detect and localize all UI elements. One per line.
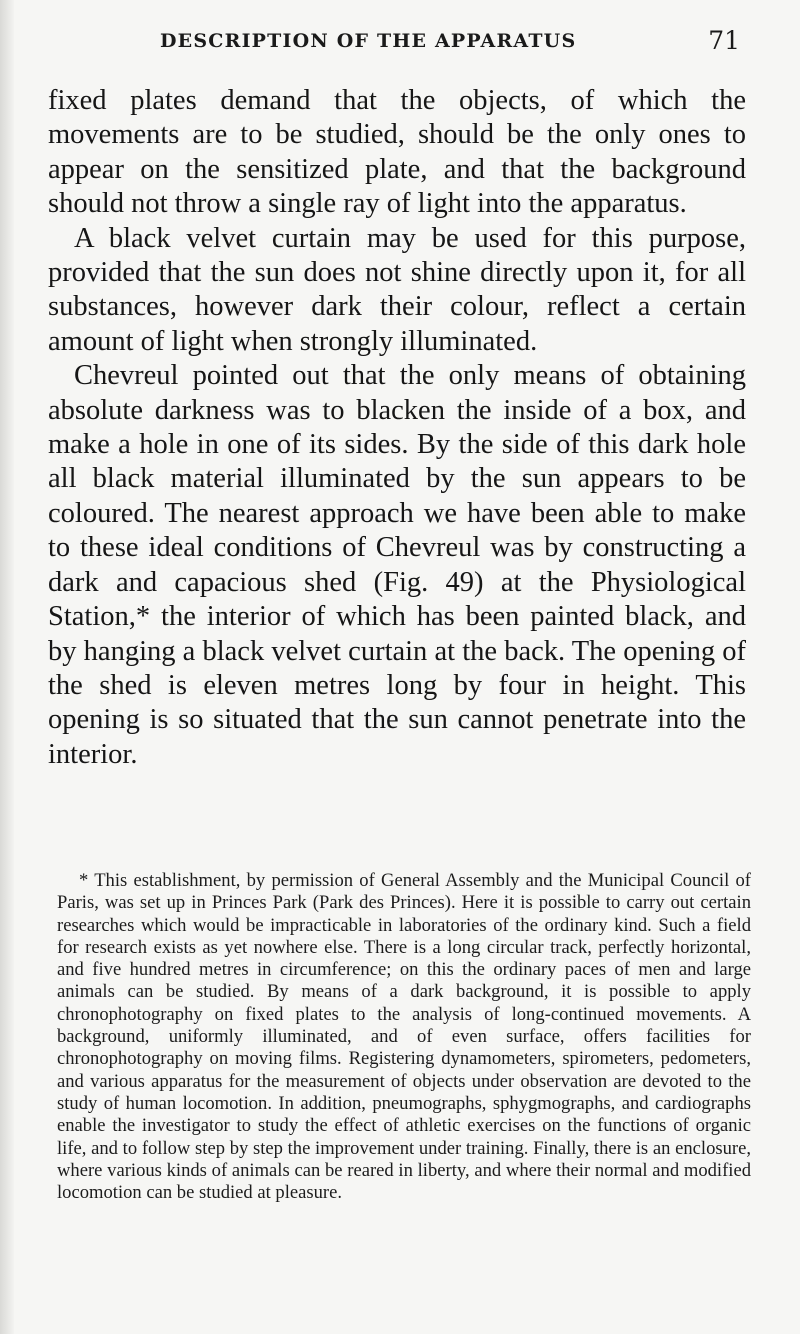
- page-header: [48, 26, 744, 62]
- page-number: 71: [708, 26, 740, 55]
- running-head: DESCRIPTION OF THE APPARATUS: [160, 30, 577, 52]
- paragraph-continuation: fixed plates demand that the objects, of which the movements are to be studied, should be the only ones to appear on the sensitized plate, and that the background should not throw a single ray of light into the apparatus.: [48, 85, 746, 220]
- footnote: [57, 870, 751, 1204]
- paragraph-chevreul: Chevreul pointed out that the only means of obtaining absolute darkness was to blacken the inside of a box, and make a hole in one of its sides. By the side of this dark hole all black material illuminated by the sun appears to be coloured. The nearest approach we have been able to make to these ideal conditions of Chevreul was by constructing a dark and capacious shed (Fig. 49) at the Physiological Station,* the interior of which has been painted black, and by hanging a black velvet curtain at the back. The opening of the shed is eleven metres long by four in height. This opening is so situated that the sun cannot penetrate into the interior.: [48, 360, 746, 770]
- body-text: [48, 84, 746, 772]
- paragraph-velvet-curtain: A black velvet curtain may be used for this purpose, provided that the sun does not shine directly upon it, for all substances, however dark their colour, reflect a certain amount of light when strongly illuminated.: [48, 222, 746, 357]
- page-edge-shadow: [0, 0, 14, 1334]
- footnote-text: * This establishment, by permission of General Assembly and the Municipal Council of Paris, was set up in Princes Park (Park des Princes). Here it is possible to carry out certain researches which would be impracticable in laboratories of the ordinary kind. Such a field for research exists as yet nowhere else. There is a long circular track, perfectly horizontal, and five hundred metres in circumference; on this the ordinary paces of men and large animals can be studied. By means of a dark background, it is possible to apply chronophotography on fixed plates to the analysis of long-continued movements. A background, uniformly illuminated, and of even surface, offers facilities for chronophotography on moving films. Registering dynamometers, spirometers, pedometers, and various apparatus for the measurement of objects under observation are devoted to the study of human locomotion. In addition, pneumographs, sphygmographs, and cardiographs enable the investigator to study the effect of athletic exercises on the functions of organic life, and to follow step by step the improvement under training. Finally, there is an enclosure, where various kinds of animals can be reared in liberty, and where their normal and modified locomotion can be studied at pleasure.: [57, 870, 751, 1204]
